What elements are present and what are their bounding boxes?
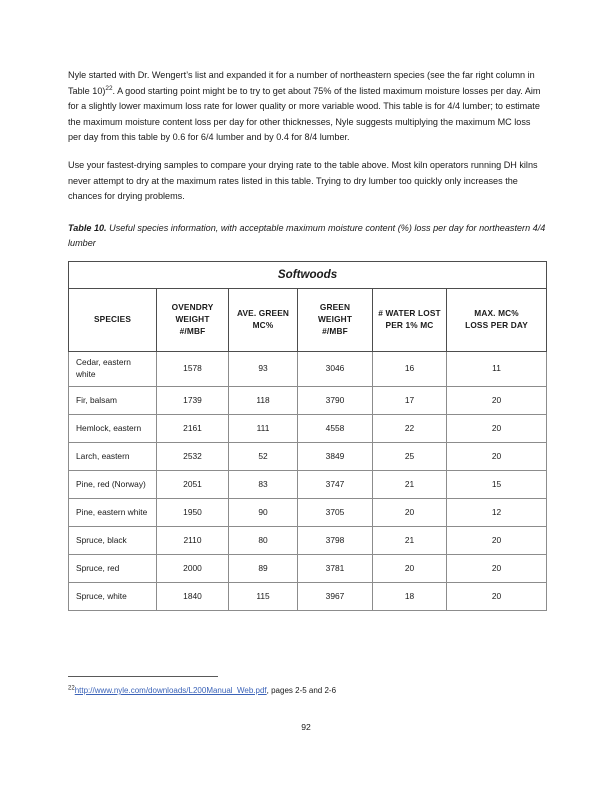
footnote-link[interactable]: http://www.nyle.com/downloads/L200Manual_Web.pdf [74,686,267,695]
cell-ovendry-weight: 1739 [157,386,229,414]
page-number: 92 [301,722,311,732]
table-row [69,554,547,582]
table-row [69,442,547,470]
column-header-max-mc-loss-line-1: MAX. MC% [474,308,519,319]
cell-green-weight: 4558 [298,414,373,442]
cell-green-weight: 3967 [298,582,373,610]
cell-species: Spruce, black [69,526,157,554]
cell-ave-green-mc: 111 [229,414,298,442]
table-header-row [69,288,547,351]
cell-max-mc-loss: 20 [447,554,547,582]
cell-ave-green-mc: 89 [229,554,298,582]
cell-max-mc-loss: 12 [447,498,547,526]
footnote-entry [68,685,546,697]
paragraph-1-text-after-ref: . A good starting point might be to try to get about 75% of the listed maximum moisture losses per day. Aim for a slightly lower maximum loss rate for lower quality or more variable wood. This table is for 4/4 lumber; to estimate the maximum moisture content loss per day for other thicknesses, Nyle suggests multiplying the maximum MC loss per day from this table by 0.6 for 6/4 lumber and by 0.4 for 8/4 lumber. [68,85,541,143]
footnote-separator-rule [68,676,218,677]
cell-species: Cedar, eastern white [69,351,157,386]
column-header-species [69,288,157,351]
cell-species: Spruce, red [69,554,157,582]
column-header-green-weight-line-2: WEIGHT [317,313,353,324]
cell-ave-green-mc: 93 [229,351,298,386]
cell-water-lost: 22 [373,414,447,442]
cell-species: Hemlock, eastern [69,414,157,442]
cell-species: Pine, red (Norway) [69,470,157,498]
column-header-green-weight-line-3: #/MBF [322,325,348,336]
cell-ovendry-weight: 1950 [157,498,229,526]
cell-species: Spruce, white [69,582,157,610]
table-title-cell: Softwoods [69,261,547,288]
cell-water-lost: 16 [373,351,447,386]
column-header-ave-green-mc [229,288,298,351]
cell-ovendry-weight: 2051 [157,470,229,498]
cell-green-weight: 3747 [298,470,373,498]
cell-water-lost: 25 [373,442,447,470]
table-row [69,470,547,498]
table-row [69,526,547,554]
column-header-ovendry-weight-line-1: OVENDRY [171,302,214,313]
cell-max-mc-loss: 20 [447,414,547,442]
cell-ave-green-mc: 90 [229,498,298,526]
cell-max-mc-loss: 20 [447,582,547,610]
cell-ave-green-mc: 115 [229,582,298,610]
table-row [69,351,547,386]
cell-ovendry-weight: 2110 [157,526,229,554]
table-caption [68,221,546,251]
paragraph-1 [68,68,546,146]
cell-ovendry-weight: 2000 [157,554,229,582]
cell-ave-green-mc: 83 [229,470,298,498]
cell-green-weight: 3781 [298,554,373,582]
column-header-ave-green-mc-line-1: AVE. GREEN [236,308,290,319]
column-header-max-mc-loss-line-2: LOSS PER DAY [465,319,528,330]
table-row [69,386,547,414]
paragraph-1-text-before-ref: Nyle started with Dr. Wengert’s list and expanded it for a number of northeastern species (see the far right column in Table 10) [68,70,535,96]
footnote-number: 22 [68,685,75,692]
cell-ovendry-weight: 2532 [157,442,229,470]
cell-green-weight: 3705 [298,498,373,526]
cell-ave-green-mc: 118 [229,386,298,414]
column-header-green-weight-line-1: GREEN [319,302,351,313]
cell-species: Pine, eastern white [69,498,157,526]
cell-green-weight: 3849 [298,442,373,470]
page-content [68,68,546,611]
table-caption-text: Useful species information, with acceptable maximum moisture content (%) loss per day for northeastern 4/4 lumber [68,222,546,248]
table-row [69,498,547,526]
column-header-water-lost-line-1: # WATER LOST [378,308,441,319]
table-caption-label: Table 10. [68,222,107,233]
species-table [68,261,547,611]
column-header-water-lost-line-2: PER 1% MC [385,319,434,330]
cell-max-mc-loss: 15 [447,470,547,498]
cell-max-mc-loss: 11 [447,351,547,386]
footnote-area [68,676,546,697]
cell-water-lost: 21 [373,526,447,554]
cell-max-mc-loss: 20 [447,442,547,470]
cell-ave-green-mc: 80 [229,526,298,554]
column-header-water-lost [373,288,447,351]
table-title-row [69,261,547,288]
cell-water-lost: 20 [373,498,447,526]
cell-green-weight: 3798 [298,526,373,554]
cell-water-lost: 20 [373,554,447,582]
cell-max-mc-loss: 20 [447,526,547,554]
column-header-ovendry-weight-line-3: #/MBF [179,325,206,336]
cell-max-mc-loss: 20 [447,386,547,414]
cell-green-weight: 3046 [298,351,373,386]
footnote-reference-22[interactable]: 22 [105,84,113,92]
column-header-ave-green-mc-line-2: MC% [252,319,274,330]
cell-water-lost: 18 [373,582,447,610]
cell-ovendry-weight: 1578 [157,351,229,386]
column-header-ovendry-weight-line-2: WEIGHT [175,313,210,324]
cell-ovendry-weight: 1840 [157,582,229,610]
cell-green-weight: 3790 [298,386,373,414]
column-header-max-mc-loss [447,288,547,351]
cell-species: Larch, eastern [69,442,157,470]
column-header-ovendry-weight [157,288,229,351]
table-row [69,414,547,442]
column-header-green-weight [298,288,373,351]
cell-ave-green-mc: 52 [229,442,298,470]
cell-water-lost: 17 [373,386,447,414]
paragraph-2: Use your fastest-drying samples to compare your drying rate to the table above. Most kiln operators running DH kilns never attempt to dry at the maximum rates listed in this table. Trying to dry lumber too quickly only increases the chances for drying problems. [68,159,538,202]
cell-species: Fir, balsam [69,386,157,414]
cell-water-lost: 21 [373,470,447,498]
footnote-trailing-text: , pages 2-5 and 2-6 [266,686,337,695]
column-header-species-line-1: SPECIES [93,313,132,324]
table-row [69,582,547,610]
cell-ovendry-weight: 2161 [157,414,229,442]
